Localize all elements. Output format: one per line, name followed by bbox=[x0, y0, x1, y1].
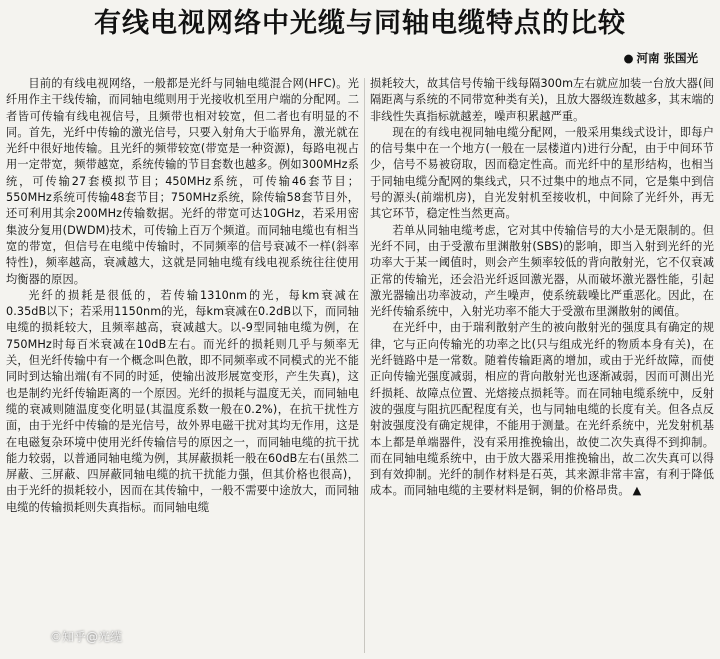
end-triangle-icon: ▲ bbox=[632, 484, 642, 498]
paragraph: 光纤的损耗是很低的，若传输1310nm的光，每km衰减在0.35dB以下；若采用1150nm的光，每km衰减在0.2dB以下，而同轴电缆的损耗较大，且频率越高，衰减越大。以-9型同轴电缆为例，在750MHz时每百米衰减在10dB左右。而光纤的损耗则几乎与频率无关，但光纤传输中有一个概念叫色散，即不同频率或不同模式的光不能同时到达输出端(有不同的时延，使输出波形展宽变形，产生失真)，这也是制约光纤传输距离的一个原因。光纤的损耗与温度无关，而同轴电缆的衰减则随温度变化明显(其温度系数一般在0.2%)，在抗干扰性方面，由于光纤中传输的是光信号，故外界电磁干扰对其均无作用，这是在电磁复杂环境中使用光纤传输信号的原因之一，而同轴电缆的抗干扰能力较弱，以普通同轴电缆为例，其屏蔽损耗一般在60dB左右(虽然二屏蔽、三屏蔽、四屏蔽同轴电缆的抗干扰能力强，但其价格也很高)，由于光纤的损耗较小，因而在其传输中，一般不需要中途放大，而同轴电缆的传输损耗则失真指标。而同轴电缆 bbox=[6, 288, 359, 514]
paragraph: 损耗较大，故其信号传输干线每隔300m左右就应加装一台放大器(间隔距离与系统的不同带宽种类有关)，且放大器级连数越多，其末端的非线性失真指标就越差，噪声积累越严重。 bbox=[370, 77, 714, 123]
bullet-icon: ● bbox=[623, 51, 634, 65]
paragraph-last bbox=[370, 320, 714, 499]
paragraph-text: 在光纤中，由于瑞利散射产生的被向散射光的强度具有确定的规律，它与正向传输光的功率之比(只与组成光纤的物质本身有关)，在光纤链路中是一常数。随着传输距离的增加，或由于光纤故障，而使正向传输光强度减弱，相应的背向散射光也逐渐减弱，因而可测出光纤损耗、故障点位置、光熔接点损耗等。而在同轴电缆系统中，反射波的强度与阻抗匹配程度有关，也与同轴电缆的长度有关。但各点反射波强度没有确定规律，不能用于测量。在光纤系统中，光发射机基本上都是单端器件，没有采用推挽输出，故使二次失真得不到抑制。而在同轴电缆系统中，由于放大器采用推挽输出，故二次失真可以得到有效抑制。光纤的制作材料是石英，其来源非常丰富，有利于降低成本。而同轴电缆的主要材料是铜，铜的价格昂贵。 bbox=[370, 321, 714, 498]
paragraph: 目前的有线电视网络，一般都是光纤与同轴电缆混合网(HFC)。光纤用作主干线传输，而同轴电缆则用于光接收机至用户端的分配网。二者皆可传输有线电视信号，且频带也相对较宽，但二者也有明显的不同。首先，光纤中传输的激光信号，只要入射角大于临界角，激光就在光纤中很好地传输。且光纤的频带较宽(带宽是一种资源)，每路电视占用一定带宽，频带越宽，系统传输的节目套数也越多。例如300MHz系统，可传输27套模拟节目；450MHz系统，可传输46套节目；550MHz系统可传输48套节目；750MHz系统，除传输58套节目外，还可利用其余200MHz传输数据。光纤的带宽可达10GHz，若采用密集波分复用(DWDM)技术，可传输上百万个频道。而同轴电缆也有相当宽的带宽，但信号在电缆中传输时，不同频率的信号衰减不一样(斜率特性)，频率越高，衰减越大，这就是同轴电缆有线电视系统往往使用均衡器的原因。 bbox=[6, 77, 359, 286]
byline bbox=[623, 50, 698, 66]
article-title: 有线电视网络中光缆与同轴电缆特点的比较 bbox=[94, 8, 626, 39]
paragraph: 若单从同轴电缆考虑，它对其中传输信号的大小是无限制的。但光纤不同，由于受激布里渊散射(SBS)的影响，即当入射到光纤的光功率大于某一阈值时，则会产生频率较低的背向散射光，它不仅衰减正常的传输光，还会沿光纤返回激光器，从而破坏激光器性能，引起激光器输出功率波动，产生噪声，使系统载噪比严重恶化。因此，在光纤传输系统中，入射光功率不能大于受激布里渊散射的阈值。 bbox=[370, 223, 714, 319]
column-divider bbox=[364, 78, 365, 653]
paragraph: 现在的有线电视同轴电缆分配网，一般采用集线式设计，即每户的信号集中在一个地方(一般在一层楼道内)进行分配，由于中间环节少，信号不易被窃取，因而稳定性高。而光纤中的星形结构，也相当于同轴电缆分配网的集线式，只不过集中的地点不同，它是集中到信号的源头(前端机房)，自光发射机至接收机，中间除了光纤外，再无其它环节，稳定性当然更高。 bbox=[370, 125, 714, 221]
right-column bbox=[370, 76, 714, 656]
watermark: ©知乎@光缆 bbox=[50, 630, 123, 644]
left-column bbox=[6, 76, 359, 656]
author-name: 河南 张国光 bbox=[636, 51, 698, 65]
